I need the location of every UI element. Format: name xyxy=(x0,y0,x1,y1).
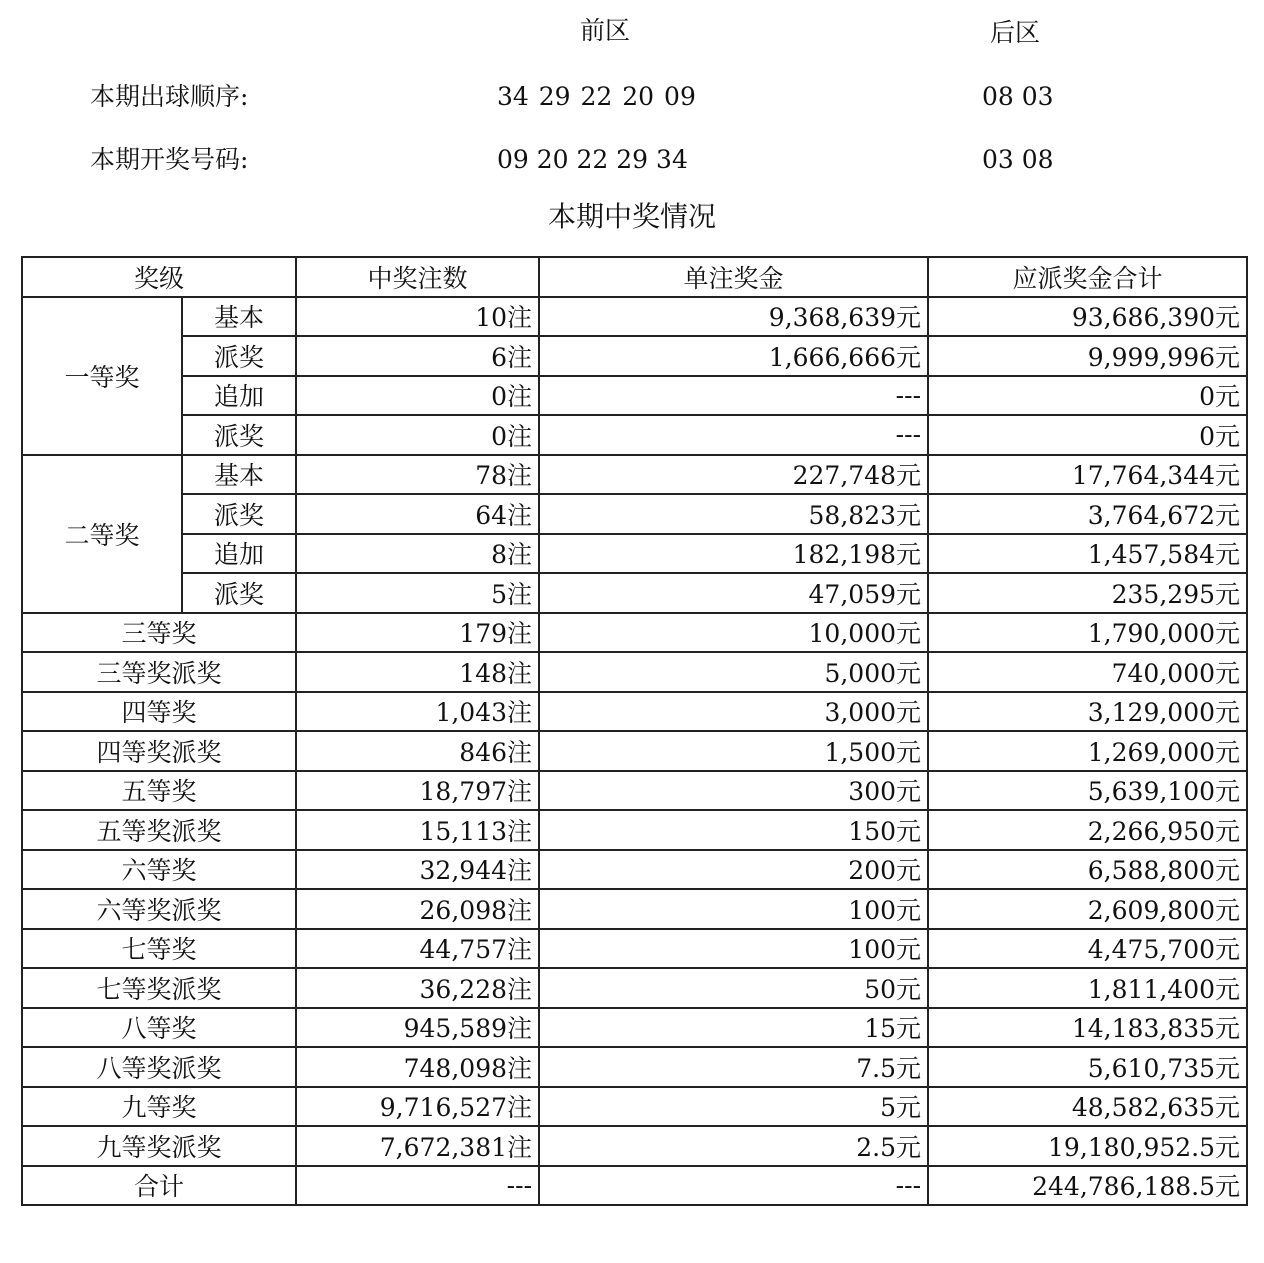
table-row xyxy=(22,692,1247,732)
winner-count-cell: 0注 xyxy=(296,415,539,455)
unit-prize-cell: 182,198元 xyxy=(539,534,928,574)
winning-front-numbers: 09 20 22 29 34 xyxy=(497,145,688,174)
unit-prize-cell: 300元 xyxy=(539,771,928,811)
prize-level-cell: 三等奖 xyxy=(22,613,296,653)
total-prize-cell: 235,295元 xyxy=(928,573,1247,613)
unit-prize-cell: 47,059元 xyxy=(539,573,928,613)
winner-count-cell: 0注 xyxy=(296,376,539,416)
unit-prize-cell: 100元 xyxy=(539,889,928,929)
table-row xyxy=(22,297,1247,337)
winner-count-cell: 15,113注 xyxy=(296,810,539,850)
prize-level-cell: 六等奖派奖 xyxy=(22,889,296,929)
table-row xyxy=(22,850,1247,890)
table-row xyxy=(22,1008,1247,1048)
unit-prize-cell: 5,000元 xyxy=(539,652,928,692)
table-row xyxy=(22,968,1247,1008)
draw-order-label: 本期出球顺序: xyxy=(90,82,249,111)
unit-prize-cell: 150元 xyxy=(539,810,928,850)
table-row xyxy=(22,455,1247,495)
unit-prize-cell: 3,000元 xyxy=(539,692,928,732)
winner-count-cell: 10注 xyxy=(296,297,539,337)
winner-count-cell: 36,228注 xyxy=(296,968,539,1008)
unit-prize-cell: --- xyxy=(539,1166,928,1206)
unit-prize-cell: 58,823元 xyxy=(539,494,928,534)
winner-count-cell: 5注 xyxy=(296,573,539,613)
winner-count-cell: 1,043注 xyxy=(296,692,539,732)
total-prize-cell: 2,266,950元 xyxy=(928,810,1247,850)
total-prize-cell: 4,475,700元 xyxy=(928,929,1247,969)
total-prize-cell: 17,764,344元 xyxy=(928,455,1247,495)
table-row xyxy=(22,929,1247,969)
total-prize-cell: 244,786,188.5元 xyxy=(928,1166,1247,1206)
unit-prize-cell: 5元 xyxy=(539,1087,928,1127)
table-row xyxy=(22,731,1247,771)
prize-sublevel-cell: 派奖 xyxy=(182,415,296,455)
total-prize-cell: 5,610,735元 xyxy=(928,1047,1247,1087)
unit-prize-cell: 9,368,639元 xyxy=(539,297,928,337)
total-prize-cell: 1,790,000元 xyxy=(928,613,1247,653)
table-row xyxy=(22,1126,1247,1166)
total-prize-cell: 3,129,000元 xyxy=(928,692,1247,732)
total-prize-cell: 48,582,635元 xyxy=(928,1087,1247,1127)
prize-level-cell: 八等奖派奖 xyxy=(22,1047,296,1087)
table-row xyxy=(22,1047,1247,1087)
winner-count-cell: 64注 xyxy=(296,494,539,534)
front-zone-label: 前区 xyxy=(580,16,631,45)
prize-level-cell: 二等奖 xyxy=(22,455,182,613)
prize-level-cell: 合计 xyxy=(22,1166,296,1206)
winner-count-cell: 18,797注 xyxy=(296,771,539,811)
table-row xyxy=(22,1087,1247,1127)
total-prize-cell: 0元 xyxy=(928,415,1247,455)
total-prize-cell: 14,183,835元 xyxy=(928,1008,1247,1048)
table-row xyxy=(22,336,1247,376)
prize-table-body xyxy=(22,297,1247,1206)
prize-sublevel-cell: 派奖 xyxy=(182,573,296,613)
table-row xyxy=(22,573,1247,613)
prize-level-cell: 七等奖 xyxy=(22,929,296,969)
prize-sublevel-cell: 基本 xyxy=(182,297,296,337)
table-row xyxy=(22,889,1247,929)
winner-count-cell: 9,716,527注 xyxy=(296,1087,539,1127)
col-header-count: 中奖注数 xyxy=(296,257,539,297)
unit-prize-cell: 1,666,666元 xyxy=(539,336,928,376)
draw-order-front-numbers: 34 29 22 20 09 xyxy=(497,82,696,111)
unit-prize-cell: 15元 xyxy=(539,1008,928,1048)
total-prize-cell: 3,764,672元 xyxy=(928,494,1247,534)
prize-sublevel-cell: 派奖 xyxy=(182,494,296,534)
total-prize-cell: 6,588,800元 xyxy=(928,850,1247,890)
prize-table xyxy=(21,256,1248,1206)
unit-prize-cell: --- xyxy=(539,415,928,455)
winner-count-cell: 26,098注 xyxy=(296,889,539,929)
winner-count-cell: 44,757注 xyxy=(296,929,539,969)
prize-level-cell: 五等奖 xyxy=(22,771,296,811)
total-prize-cell: 1,811,400元 xyxy=(928,968,1247,1008)
unit-prize-cell: 2.5元 xyxy=(539,1126,928,1166)
prize-level-cell: 九等奖 xyxy=(22,1087,296,1127)
table-row xyxy=(22,810,1247,850)
unit-prize-cell: 227,748元 xyxy=(539,455,928,495)
winner-count-cell: --- xyxy=(296,1166,539,1206)
prize-level-cell: 七等奖派奖 xyxy=(22,968,296,1008)
winner-count-cell: 32,944注 xyxy=(296,850,539,890)
winner-count-cell: 8注 xyxy=(296,534,539,574)
table-row xyxy=(22,534,1247,574)
table-row xyxy=(22,415,1247,455)
table-row xyxy=(22,376,1247,416)
draw-order-back-numbers: 08 03 xyxy=(982,82,1054,111)
winner-count-cell: 148注 xyxy=(296,652,539,692)
winner-count-cell: 179注 xyxy=(296,613,539,653)
winner-count-cell: 945,589注 xyxy=(296,1008,539,1048)
col-header-unit-prize: 单注奖金 xyxy=(539,257,928,297)
total-prize-cell: 9,999,996元 xyxy=(928,336,1247,376)
table-row xyxy=(22,613,1247,653)
table-row xyxy=(22,771,1247,811)
unit-prize-cell: 200元 xyxy=(539,850,928,890)
prize-sublevel-cell: 追加 xyxy=(182,534,296,574)
prize-level-cell: 四等奖派奖 xyxy=(22,731,296,771)
table-row xyxy=(22,494,1247,534)
winner-count-cell: 846注 xyxy=(296,731,539,771)
total-prize-cell: 1,457,584元 xyxy=(928,534,1247,574)
winner-count-cell: 7,672,381注 xyxy=(296,1126,539,1166)
prize-level-cell: 四等奖 xyxy=(22,692,296,732)
back-zone-label: 后区 xyxy=(990,18,1041,47)
prize-level-cell: 一等奖 xyxy=(22,297,182,455)
total-prize-cell: 0元 xyxy=(928,376,1247,416)
prize-level-cell: 六等奖 xyxy=(22,850,296,890)
unit-prize-cell: 1,500元 xyxy=(539,731,928,771)
table-header-row xyxy=(22,257,1247,297)
prize-level-cell: 五等奖派奖 xyxy=(22,810,296,850)
unit-prize-cell: 10,000元 xyxy=(539,613,928,653)
col-header-level: 奖级 xyxy=(22,257,296,297)
prize-sublevel-cell: 派奖 xyxy=(182,336,296,376)
winner-count-cell: 78注 xyxy=(296,455,539,495)
total-prize-cell: 1,269,000元 xyxy=(928,731,1247,771)
unit-prize-cell: --- xyxy=(539,376,928,416)
winning-back-numbers: 03 08 xyxy=(982,145,1054,174)
unit-prize-cell: 50元 xyxy=(539,968,928,1008)
table-title: 本期中奖情况 xyxy=(547,200,716,233)
prize-level-cell: 八等奖 xyxy=(22,1008,296,1048)
winning-numbers-label: 本期开奖号码: xyxy=(90,145,249,174)
table-row xyxy=(22,652,1247,692)
total-prize-cell: 5,639,100元 xyxy=(928,771,1247,811)
prize-sublevel-cell: 追加 xyxy=(182,376,296,416)
winner-count-cell: 6注 xyxy=(296,336,539,376)
prize-level-cell: 九等奖派奖 xyxy=(22,1126,296,1166)
total-prize-cell: 19,180,952.5元 xyxy=(928,1126,1247,1166)
prize-sublevel-cell: 基本 xyxy=(182,455,296,495)
winner-count-cell: 748,098注 xyxy=(296,1047,539,1087)
unit-prize-cell: 100元 xyxy=(539,929,928,969)
total-prize-cell: 93,686,390元 xyxy=(928,297,1247,337)
prize-level-cell: 三等奖派奖 xyxy=(22,652,296,692)
unit-prize-cell: 7.5元 xyxy=(539,1047,928,1087)
col-header-total-prize: 应派奖金合计 xyxy=(928,257,1247,297)
total-prize-cell: 2,609,800元 xyxy=(928,889,1247,929)
table-row xyxy=(22,1166,1247,1206)
total-prize-cell: 740,000元 xyxy=(928,652,1247,692)
